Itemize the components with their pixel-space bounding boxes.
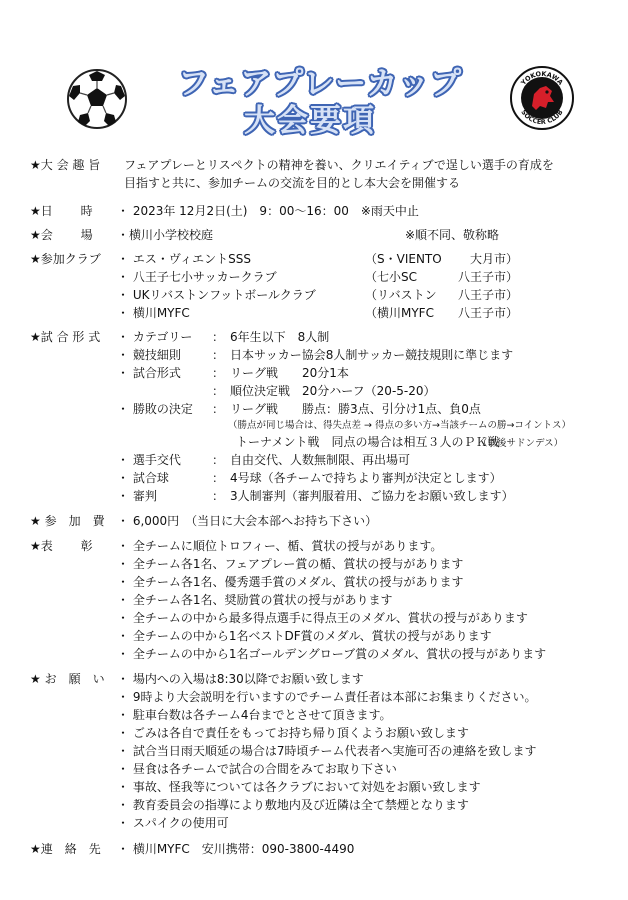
awards-label: ★表 彰 [30,539,93,553]
club-city: 八王子市） [458,270,519,284]
venue-note: ※順不同、敬称略 [405,228,500,242]
format-value: ： リーグ戦 勝点：勝3点、引分け1点、負0点 [212,402,481,416]
clubs-label: ★参加クラブ [30,252,101,266]
request-item: ・ 9時より大会説明を行いますのでチーム責任者は本部にお集まりください。 [117,690,537,704]
request-item: ・ 教育委員会の指導により敷地内及び近隣は全て禁煙となります [117,798,469,812]
club-city: 八王子市） [458,306,519,320]
club-abbr: （七小SC [365,270,417,284]
award-item: ・ 全チームに順位トロフィー、楯、賞状の授与があります。 [117,539,443,553]
club-city: 八王子市） [458,288,519,302]
venue-label: ★会 場 [30,228,93,242]
svg-text:SOCCER CLUB: SOCCER CLUB [519,108,565,127]
format-value: ： 4号球（各チームで持ちより審判が決定とします） [212,471,502,485]
title-line2: 大会要項 [244,103,376,139]
format-key: ・ 競技細則 [117,348,181,362]
request-item: ・ 昼食は各チームで試合の合間をみてお取り下さい [117,762,397,776]
purpose-line1: フェアプレーとリスペクトの精神を養い、クリエイティブで逞しい選手の育成を [124,158,554,172]
award-item: ・ 全チーム各1名、フェアプレー賞の楯、賞状の授与があります [117,557,464,571]
soccer-ball-icon [66,68,128,130]
request-item: ・ 事故、怪我等については各クラブにおいて対処をお願い致します [117,780,481,794]
svg-text:YOKOKAWA: YOKOKAWA [519,69,565,87]
purpose-line2: 目指すと共に、参加チームの交流を目的とし本大会を開催する [124,176,461,190]
contact-value: ・ 横川MYFC 安川携帯：090-3800-4490 [117,842,355,856]
venue-value: ・横川小学校校庭 [117,228,214,242]
format-value: ： 6年生以下 8人制 [212,330,330,344]
fee-value: ・ 6,000円 （当日に大会本部へお持ち下さい） [117,514,378,528]
title-line1: フェアプレーカップ [177,66,463,102]
award-item: ・ 全チームの中から1名ベストDF賞のメダル、賞状の授与があります [117,629,492,643]
format-key: ・ 審判 [117,489,157,503]
format-value: ： 自由交代、人数無制限、再出場可 [212,453,411,467]
format-key: ・ 試合球 [117,471,169,485]
format-label: ★試 合 形 式 [30,330,101,344]
club-name: ・ エス・ヴィエントSSS [117,252,251,266]
club-name: ・ 横川MYFC [117,306,190,320]
request-item: ・ 場内への入場は8:30以降でお願い致します [117,672,364,686]
format-key: ・ カテゴリー [117,330,193,344]
format-value: ： リーグ戦 20分1本 [212,366,349,380]
club-abbr: （横川MYFC [365,306,434,320]
award-item: ・ 全チームの中から最多得点選手に得点王のメダル、賞状の授与があります [117,611,528,625]
award-item: ・ 全チーム各1名、優秀選手賞のメダル、賞状の授与があります [117,575,464,589]
club-abbr: （S・VIENTO [365,252,442,266]
award-item: ・ 全チームの中から1名ゴールデングローブ賞のメダル、賞状の授与があります [117,647,547,661]
tiebreak-note: （勝点が同じ場合は、得失点差 → 得点の多い方→当該チームの勝→コイントス） [228,420,572,431]
date-label: ★日 時 [30,204,93,218]
request-item: ・ 駐車台数は各チーム4台までとさせて頂きます。 [117,708,392,722]
request-item: ・ 試合当日雨天順延の場合は7時頃チーム代表者へ実施可否の連絡を致します [117,744,537,758]
format-key: ・ 試合形式 [117,366,181,380]
format-value: ： 順位決定戦 20分ハーフ（20-5-20） [212,384,436,398]
requests-label: ★ お 願 い [30,672,105,686]
club-name: ・ UKリバストンフットボールクラブ [117,288,316,302]
club-name: ・ 八王子七小サッカークラブ [117,270,277,284]
request-item: ・ スパイクの使用可 [117,816,229,830]
format-key: ・ 勝敗の決定 [117,402,193,416]
club-city: 大月市） [470,252,519,266]
tournament-note: （以後サドンデス） [478,438,564,449]
format-value: ： 3人制審判（審判服着用、ご協力をお願い致します） [212,489,514,503]
fee-label: ★ 参 加 費 [30,514,105,528]
award-item: ・ 全チーム各1名、奨励賞の賞状の授与があります [117,593,393,607]
contact-label: ★連 絡 先 [30,842,101,856]
tournament-rule: トーナメント戦 同点の場合は相互３人のＰＫ戦 [236,435,500,449]
club-abbr: （リバストン [365,288,437,302]
purpose-label: ★大 会 趣 旨 [30,158,101,172]
format-value: ： 日本サッカー協会8人制サッカー競技規則に準じます [212,348,514,362]
format-key: ・ 選手交代 [117,453,181,467]
request-item: ・ ごみは各自で責任をもってお持ち帰り頂くようお願い致します [117,726,469,740]
date-value: ・ 2023年 12月2日(土) 9：00〜16：00 ※雨天中止 [117,204,419,218]
